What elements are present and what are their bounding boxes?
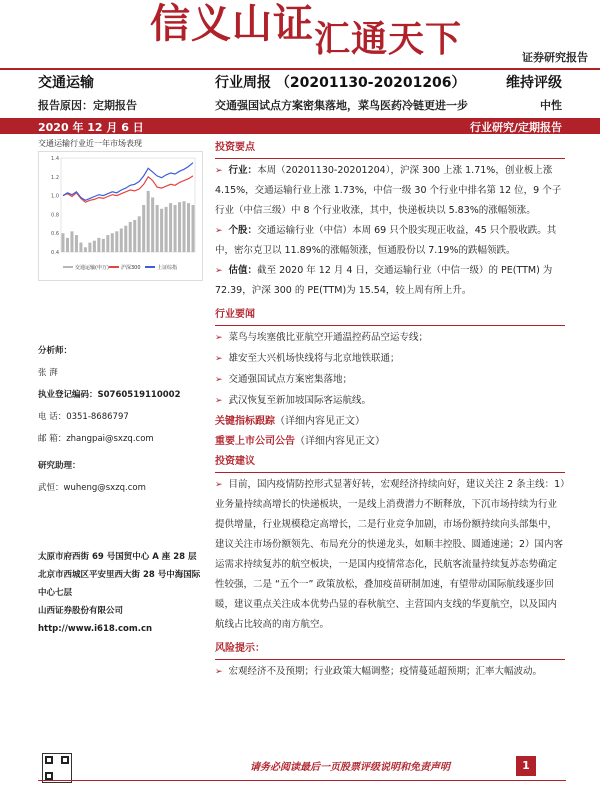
bar-shanghai-index [169, 203, 172, 252]
left-column [38, 138, 203, 281]
assistant-heading: 研究助理： [38, 461, 81, 471]
date-bar [0, 118, 600, 134]
bar-shanghai-index [174, 205, 177, 252]
section-title-risk: 风险提示： [215, 643, 265, 654]
analyst-block [38, 340, 203, 450]
y-tick-label: 1.4 [51, 156, 59, 162]
banner-slogan [150, 0, 463, 60]
qr-code-icon [42, 753, 72, 783]
arrow-icon: ➢ [215, 396, 223, 406]
bar-shanghai-index [160, 209, 163, 252]
legend-swatch-blue [145, 266, 155, 268]
arrow-icon: ➢ [215, 375, 223, 385]
slogan-low: 汇通天下 [314, 18, 463, 60]
y-tick-label: 0.4 [51, 250, 59, 256]
analyst-phone: 电 话：0351-8686797 [38, 412, 129, 422]
news-item: ➢ 雄安至大兴机场快线将与北京地铁联通； [215, 353, 400, 364]
bar-shanghai-index [115, 231, 118, 252]
address-line-2: 北京市西城区平安里西大街 28 号中海国际中心七层 [38, 570, 201, 598]
header-row-2 [0, 97, 600, 115]
arrow-icon: ➢ [215, 226, 223, 236]
rating-value: 中性 [540, 99, 562, 112]
bar-shanghai-index [97, 238, 100, 252]
section-rule [215, 659, 565, 660]
section-title-advice: 投资建议 [215, 456, 255, 467]
page-number: 1 [516, 756, 536, 776]
bar-shanghai-index [191, 205, 194, 252]
section-title-announcements: 重要上市公司公告（详细内容见正文） [215, 436, 385, 447]
section-rule [215, 472, 565, 473]
bar-shanghai-index [183, 201, 186, 252]
bar-shanghai-index [138, 216, 141, 252]
bar-shanghai-index [187, 203, 190, 252]
arrow-icon: ➢ [215, 480, 223, 490]
market-chart [38, 151, 203, 281]
arrow-icon: ➢ [215, 333, 223, 343]
address-line-1: 太原市府西街 69 号国贸中心 A 座 28 层 [38, 552, 197, 562]
arrow-icon: ➢ [215, 354, 223, 364]
legend-swatch-red [109, 266, 119, 268]
bar-shanghai-index [142, 205, 145, 252]
news-item: ➢ 菜鸟与埃塞俄比亚航空开通温控药品空运专线； [215, 332, 429, 343]
bar-shanghai-index [88, 243, 91, 252]
company-url[interactable]: http://www.i618.com.cn [38, 624, 153, 634]
sector-name: 交通运输 [38, 75, 94, 91]
analyst-heading: 分析师： [38, 346, 73, 356]
risk-paragraph: ➢ 宏观经济不及预期；行业政策大幅调整；疫情蔓延超预期；汇率大幅波动。 [215, 666, 543, 677]
bar-shanghai-index [84, 247, 87, 252]
section-rule [215, 158, 565, 159]
footer-disclaimer: 请务必阅读最后一页股票评级说明和免责声明 [250, 762, 450, 773]
y-tick-label: 1.2 [51, 174, 59, 181]
bar-shanghai-index [156, 205, 159, 252]
bar-shanghai-index [147, 191, 150, 252]
legend-swatch-gray [63, 266, 73, 268]
slogan-top: 信义山证 [150, 0, 314, 47]
legend-label-2: 沪深300 [121, 265, 141, 271]
section-rule [215, 325, 565, 326]
bar-shanghai-index [111, 233, 114, 252]
bar-shanghai-index [106, 235, 109, 252]
bar-shanghai-index [93, 241, 96, 252]
analyst-name: 张 湃 [38, 368, 58, 378]
report-date: 2020 年 12 月 6 日 [38, 121, 144, 134]
header-rule [0, 68, 600, 70]
legend-label-1: 交通运输(申万) [75, 265, 109, 271]
report-headline: 交通强国试点方案密集落地，菜鸟医药冷链更进一步 [215, 99, 468, 112]
arrow-icon: ➢ [215, 667, 223, 677]
bar-shanghai-index [151, 197, 154, 252]
bar-shanghai-index [102, 239, 105, 252]
main-content [215, 138, 565, 682]
report-label: 证券研究报告 [522, 51, 588, 64]
assistant-block [38, 455, 203, 499]
assistant-email[interactable]: 武恒：wuheng@sxzq.com [38, 483, 146, 493]
analyst-cert: 执业登记编码：S0760519110002 [38, 390, 181, 400]
section-title-indicators: 关键指标跟踪（详细内容见正文） [215, 416, 365, 427]
section-title-highlights: 投资要点 [215, 142, 255, 153]
bar-shanghai-index [120, 229, 123, 253]
news-item: ➢ 武汉恢复至新加坡国际客运航线。 [215, 395, 372, 406]
bar-shanghai-index [124, 226, 127, 252]
highlight-industry: ➢ 行业：本周（20201130-20201204），沪深 300 上涨 1.71%，创业板上涨 4.15%，交通运输行业上涨 1.73%，中信一级 30 个行业中排名第 12 位，9 个子行业（中信三级）中 8 个行业收涨，其中，快递板块以 5.83%的涨幅领涨。 [215, 165, 562, 216]
chart-svg [39, 152, 202, 280]
header-row-1 [0, 72, 600, 94]
arrow-icon: ➢ [215, 166, 223, 176]
analyst-email[interactable]: 邮 箱：zhangpai@sxzq.com [38, 434, 154, 444]
y-tick-label: 0.8 [51, 212, 59, 219]
bar-shanghai-index [79, 243, 82, 252]
highlight-valuation: ➢ 估值：截至 2020 年 12 月 4 日，交通运输行业（中信一级）的 PE(TTM) 为 72.39，沪深 300 的 PE(TTM)为 15.54，较上周有所上升。 [215, 265, 553, 296]
address-block [38, 548, 203, 638]
bar-shanghai-index [61, 233, 64, 252]
advice-paragraph: ➢ 目前，国内疫情防控形式显著好转，宏观经济持续向好，建议关注 2 条主线：1）业务量持续高增长的快递板块，一是线上消费潜力不断释放，下沉市场持续为行业提供增量，行业规模稳定高增长，二是行业竞争加剧，市场份额持续向头部集中，建议关注市场份额领先、布局充分的快递龙头，如顺丰控股、圆通速递；2）国内客运需求持续复苏的航空板块，一是国内疫情常态化，民航客流量持续复苏态势确定性较强，二是 “五个一” 政策放松，叠加疫苗研制加速，有望带动国际航线逐步回暖，建议重点关注成本优势凸显的春秋航空、主营国内支线的华夏航空，以及国内航线占比较高的南方航空。 [215, 479, 565, 630]
news-item: ➢ 交通强国试点方案密集落地； [215, 374, 353, 385]
section-title-news: 行业要闻 [215, 309, 255, 320]
bar-shanghai-index [66, 238, 69, 252]
bar-shanghai-index [178, 202, 181, 252]
highlight-stocks: ➢ 个股：交通运输行业（中信）本周 69 只个股实现正收益，45 只个股收跌。其中，密尔克卫以 11.89%的涨幅领涨，恒通股份以 7.19%的跌幅领跌。 [215, 225, 557, 256]
legend-label-3: 上证综指 [157, 265, 178, 271]
report-type: 行业周报 （20201130-20201206） [215, 75, 466, 91]
bar-shanghai-index [70, 231, 73, 252]
bar-shanghai-index [165, 207, 168, 252]
y-tick-label: 0.6 [51, 231, 59, 238]
chart-title: 交通运输行业近一年市场表现 [38, 139, 142, 148]
report-reason: 报告原因：定期报告 [38, 99, 137, 112]
arrow-icon: ➢ [215, 266, 223, 276]
bar-shanghai-index [75, 235, 78, 252]
footer-rule [38, 780, 566, 781]
company-name: 山西证券股份有限公司 [38, 606, 124, 616]
bar-shanghai-index [129, 222, 132, 252]
top-banner [0, 0, 600, 68]
bar-shanghai-index [133, 220, 136, 252]
y-tick-label: 1.0 [51, 193, 59, 200]
rating-label: 维持评级 [506, 75, 562, 91]
report-category: 行业研究/定期报告 [469, 121, 562, 134]
